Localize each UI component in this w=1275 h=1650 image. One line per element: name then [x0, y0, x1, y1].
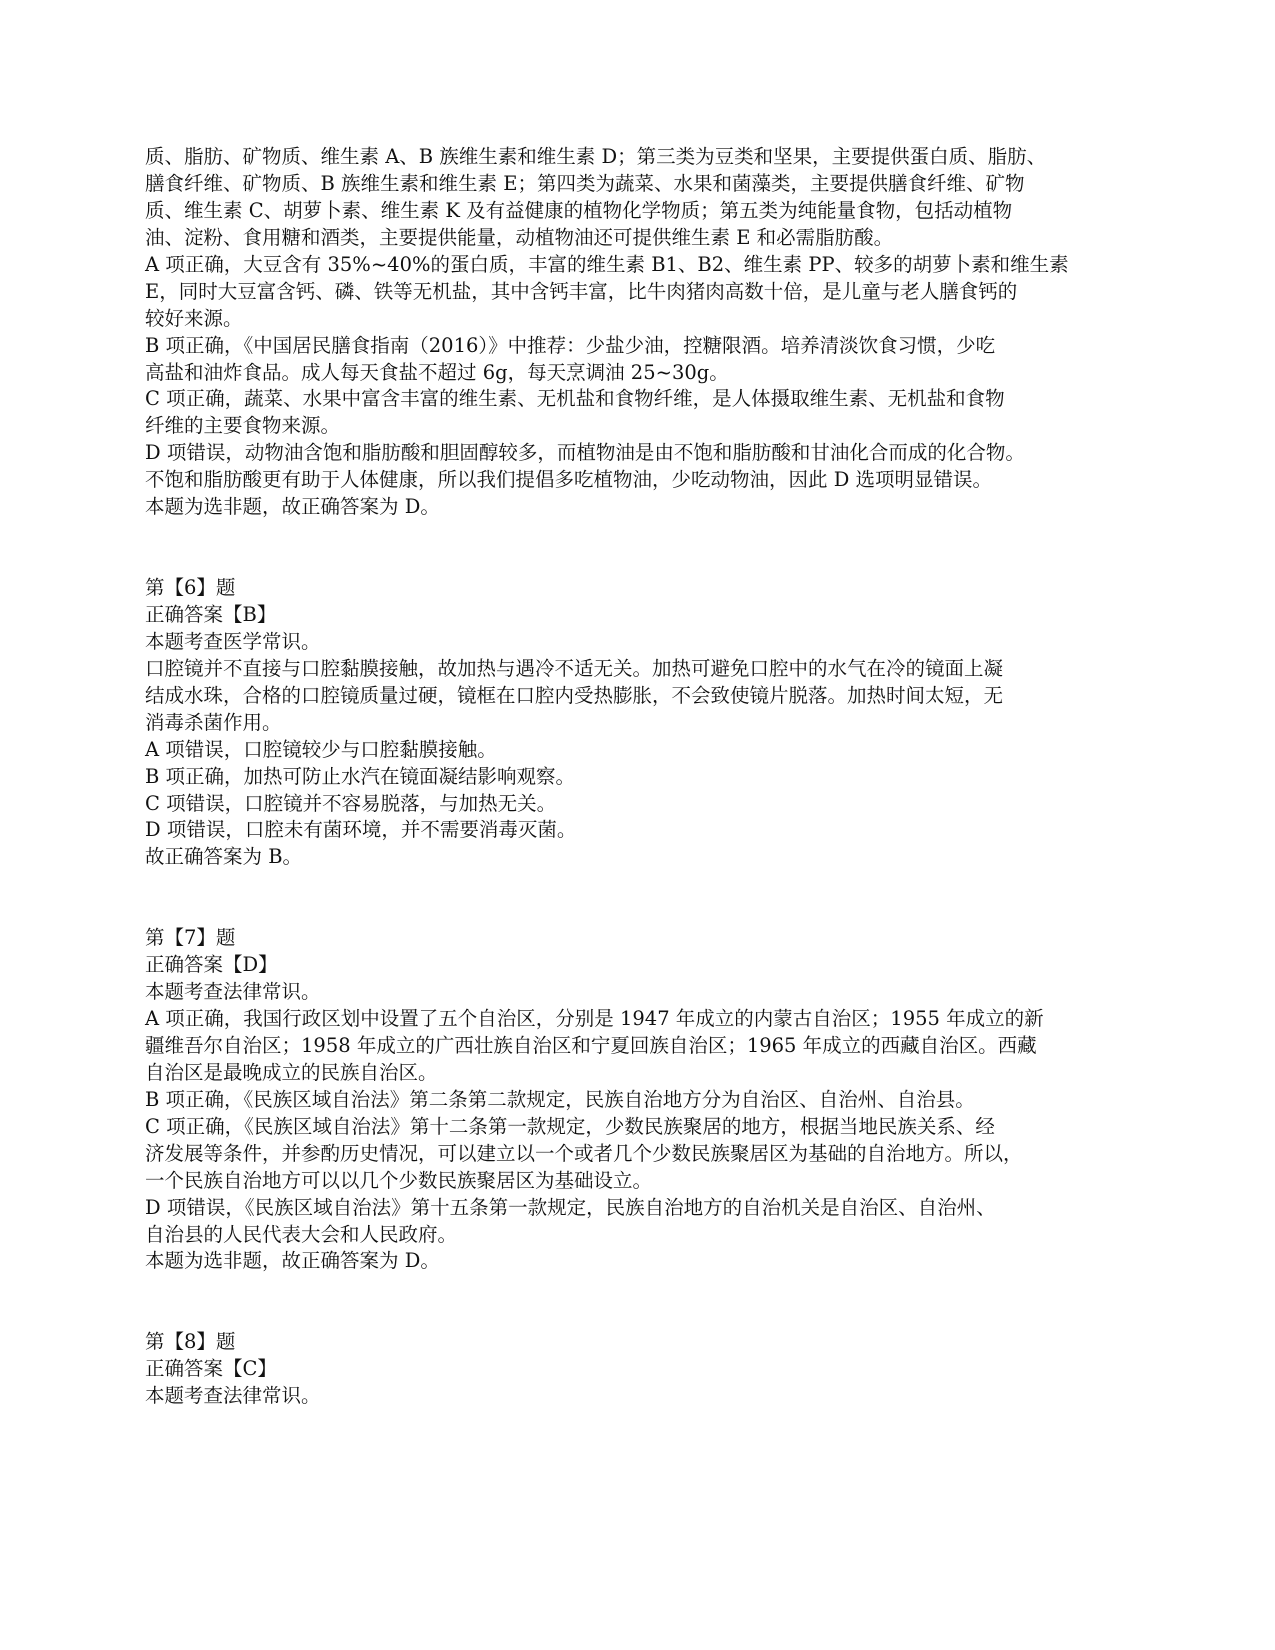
text-line: 高盐和油炸食品。成人每天食盐不超过 6g，每天烹调油 25~30g。	[145, 360, 729, 384]
text-line: D 项错误，口腔未有菌环境，并不需要消毒灭菌。	[145, 818, 577, 842]
text-line: 正确答案【B】	[145, 602, 277, 626]
text-line: 正确答案【C】	[145, 1357, 277, 1381]
text-line: 第【8】题	[145, 1330, 236, 1354]
question-section	[145, 925, 1125, 1275]
text-line: 本题为选非题，故正确答案为 D。	[145, 1249, 440, 1273]
section-spacer	[145, 521, 1125, 575]
text-line: C 项错误，口腔镜并不容易脱落，与加热无关。	[145, 791, 557, 815]
text-line: A 项正确，我国行政区划中设置了五个自治区，分别是 1947 年成立的内蒙古自治区；1955 年成立的新	[145, 1007, 1044, 1031]
text-line: A 项错误，口腔镜较少与口腔黏膜接触。	[145, 737, 497, 761]
text-line: 故正确答案为 B。	[145, 845, 303, 869]
text-line: 本题考查法律常识。	[145, 1384, 321, 1408]
text-line: 膳食纤维、矿物质、B 族维生素和维生素 E；第四类为蔬菜、水果和菌藻类，主要提供膳食纤维、矿物	[145, 171, 1025, 195]
text-line: 一个民族自治地方可以以几个少数民族聚居区为基础设立。	[145, 1168, 653, 1192]
text-line: B 项正确，《中国居民膳食指南（2016）》中推荐：少盐少油，控糖限酒。培养清淡饮食习惯，少吃	[145, 333, 996, 357]
text-line: 质、脂肪、矿物质、维生素 A、B 族维生素和维生素 D；第三类为豆类和坚果，主要提供蛋白质、脂肪、	[145, 145, 1047, 168]
text-line: B 项正确，加热可防止水汽在镜面凝结影响观察。	[145, 764, 576, 788]
document-page	[145, 144, 1125, 1410]
section-spacer	[145, 871, 1125, 925]
text-line: 自治县的人民代表大会和人民政府。	[145, 1222, 458, 1246]
text-line: C 项正确，《民族区域自治法》第十二条第一款规定，少数民族聚居的地方，根据当地民族关系、经	[145, 1114, 995, 1138]
text-line: 第【6】题	[145, 576, 236, 600]
section-spacer	[145, 1275, 1125, 1329]
text-line: 自治区是最晚成立的民族自治区。	[145, 1060, 438, 1084]
answer-explanation-continued	[145, 144, 1125, 521]
text-line: B 项正确，《民族区域自治法》第二条第二款规定，民族自治地方分为自治区、自治州、自治县。	[145, 1087, 975, 1111]
text-line: 本题考查法律常识。	[145, 980, 321, 1004]
text-line: E，同时大豆富含钙、磷、铁等无机盐，其中含钙丰富，比牛肉猪肉高数十倍，是儿童与老人膳食钙的	[145, 279, 1018, 303]
text-line: 不饱和脂肪酸更有助于人体健康，所以我们提倡多吃植物油，少吃动物油，因此 D 选项明显错误。	[145, 468, 993, 492]
text-line: C 项正确，蔬菜、水果中富含丰富的维生素、无机盐和食物纤维，是人体摄取维生素、无机盐和食物	[145, 387, 1005, 411]
text-line: 本题考查医学常识。	[145, 629, 321, 653]
text-line: 疆维吾尔自治区；1958 年成立的广西壮族自治区和宁夏回族自治区；1965 年成立的西藏自治区。西藏	[145, 1033, 1037, 1057]
text-line: 结成水珠，合格的口腔镜质量过硬，镜框在口腔内受热膨胀，不会致使镜片脱落。加热时间太短，无	[145, 683, 1004, 707]
text-line: 本题为选非题，故正确答案为 D。	[145, 495, 440, 519]
text-line: A 项正确，大豆含有 35%~40%的蛋白质，丰富的维生素 B1、B2、维生素 PP、较多的胡萝卜素和维生素	[145, 252, 1069, 276]
question-section	[145, 575, 1125, 871]
question-section	[145, 1329, 1125, 1410]
text-line: 正确答案【D】	[145, 953, 278, 977]
text-line: 消毒杀菌作用。	[145, 710, 282, 734]
text-line: 第【7】题	[145, 926, 236, 950]
text-line: 油、淀粉、食用糖和酒类，主要提供能量，动植物油还可提供维生素 E 和必需脂肪酸。	[145, 225, 894, 249]
text-line: 口腔镜并不直接与口腔黏膜接触，故加热与遇冷不适无关。加热可避免口腔中的水气在冷的镜面上凝	[145, 656, 1004, 680]
text-line: 济发展等条件，并参酌历史情况，可以建立以一个或者几个少数民族聚居区为基础的自治地方。所以，	[145, 1141, 1023, 1165]
text-line: 纤维的主要食物来源。	[145, 414, 341, 438]
text-line: 较好来源。	[145, 306, 243, 330]
text-line: D 项错误，《民族区域自治法》第十五条第一款规定，民族自治地方的自治机关是自治区、自治州、	[145, 1195, 996, 1219]
text-line: 质、维生素 C、胡萝卜素、维生素 K 及有益健康的植物化学物质；第五类为纯能量食物，包括动植物	[145, 198, 1013, 222]
text-line: D 项错误，动物油含饱和脂肪酸和胆固醇较多，而植物油是由不饱和脂肪酸和甘油化合而成的化合物。	[145, 441, 1025, 465]
